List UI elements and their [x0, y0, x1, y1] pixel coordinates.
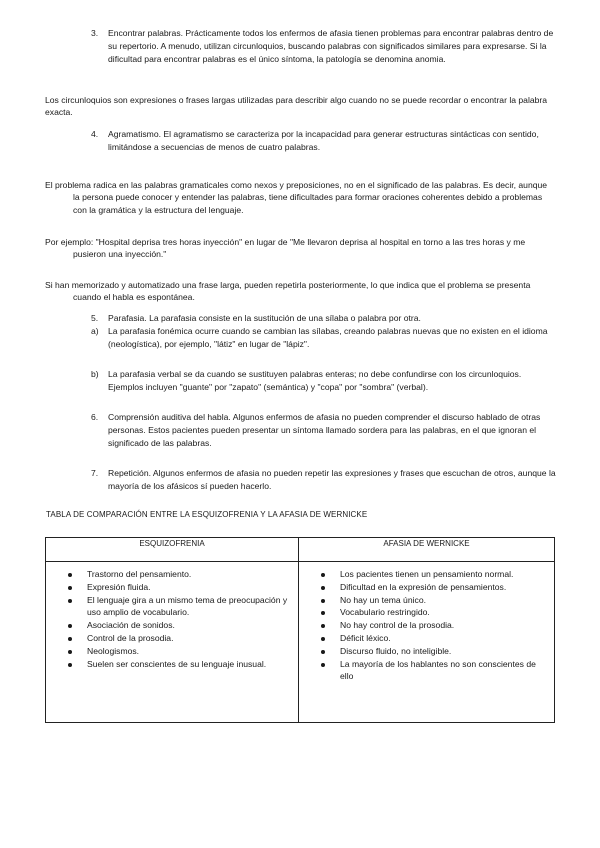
sub-item-a [91, 325, 557, 351]
cell-afasia-wernicke [299, 562, 555, 723]
item-letter: b) [91, 369, 99, 379]
header-esquizofrenia: ESQUIZOFRENIA [46, 538, 299, 562]
table-row [46, 562, 555, 723]
list-item: No hay un tema único. [321, 594, 546, 607]
list-item: Dificultad en la expresión de pensamientos. [321, 581, 546, 594]
list-item: Neologismos. [68, 645, 290, 658]
item-text: Agramatismo. El agramatismo se caracteriza por la incapacidad para generar estructuras sintácticas con sentido, limitándose a secuencias de menos de cuatro palabras. [108, 129, 539, 152]
list-item-comprension [91, 411, 557, 449]
item-text: Encontrar palabras. Prácticamente todos los enfermos de afasia tienen problemas para encontrar palabras dentro de su repertorio. A menudo, utilizan circunloquios, buscando palabras con significados similares para expresarse. Si la dificultad para encontrar palabras es el único síntoma, la patología se denomina anomia. [108, 28, 554, 64]
bullet-list-esquizofrenia [46, 568, 298, 670]
list-item: No hay control de la prosodia. [321, 619, 546, 632]
list-item: Expresión fluida. [68, 581, 290, 594]
item-text: Parafasia. La parafasia consiste en la sustitución de una sílaba o palabra por otra. [108, 313, 421, 323]
list-item: El lenguaje gira a un mismo tema de preocupación y uso amplio de vocabulario. [68, 594, 290, 620]
bullet-list-afasia [299, 568, 554, 683]
list-item: Discurso fluido, no inteligible. [321, 645, 546, 658]
list-item: Control de la prosodia. [68, 632, 290, 645]
table-header-row [46, 538, 555, 562]
item-text: Comprensión auditiva del habla. Algunos enfermos de afasia no pueden comprender el discurso hablado de otras personas. Estos pacientes pueden presentar un síntoma llamado sordera para las palabras, en el que ignoran el significado de las palabras. [108, 412, 541, 448]
sub-item-b [91, 368, 557, 394]
list-item: Asociación de sonidos. [68, 619, 290, 632]
list-item-parafasia [91, 312, 557, 325]
paragraph-circunloquios: Los circunloquios son expresiones o frases largas utilizadas para describir algo cuando no se puede recordar o encontrar la palabra exacta. [45, 94, 548, 118]
paragraph-problema: El problema radica en las palabras gramaticales como nexos y preposiciones, no en el significado de las palabras. Es decir, aunque la persona puede conocer y entender las palabras, tiene dificultades para formar oraciones coherentes debido a problemas con la gramática y la estructura del lenguaje. [45, 179, 548, 216]
list-item: Déficit léxico. [321, 632, 546, 645]
list-item: Vocabulario restringido. [321, 606, 546, 619]
item-text: La parafasia verbal se da cuando se sustituyen palabras enteras; no debe confundirse con los circunloquios. Ejemplos incluyen "guante" por "zapato" (semántica) y "copa" por "sombra" (verbal). [108, 369, 522, 392]
header-afasia-wernicke: AFASIA DE WERNICKE [299, 538, 555, 562]
comparison-table [45, 537, 555, 723]
item-text: La parafasia fonémica ocurre cuando se cambian las sílabas, creando palabras nuevas que no existen en el idioma (neologística), por ejemplo, "látiz" en lugar de "lápiz". [108, 326, 548, 349]
list-item-repeticion [91, 467, 557, 493]
list-item: La mayoría de los hablantes no son conscientes de ello [321, 658, 546, 684]
cell-esquizofrenia [46, 562, 299, 723]
item-letter: a) [91, 326, 99, 336]
list-item-agramatismo [91, 128, 557, 154]
item-number: 7. [91, 468, 99, 478]
item-number: 6. [91, 412, 99, 422]
paragraph-ejemplo: Por ejemplo: "Hospital deprisa tres horas inyección" en lugar de "Me llevaron deprisa al hospital en torno a las tres horas y me pusieron una inyección." [45, 236, 526, 260]
list-item-encontrar-palabras [91, 27, 557, 65]
item-number: 5. [91, 313, 99, 323]
item-number: 4. [91, 129, 99, 139]
item-number: 3. [91, 28, 99, 38]
item-text: Repetición. Algunos enfermos de afasia no pueden repetir las expresiones y frases que escuchan de otros, aunque la mayoría de los afásicos sí pueden hacerlo. [108, 468, 556, 491]
paragraph-memorizado: Si han memorizado y automatizado una frase larga, pueden repetirla posteriormente, lo que indica que el problema se presenta cuando el habla es espontánea. [45, 279, 531, 303]
list-item: Trastorno del pensamiento. [68, 568, 290, 581]
list-item: Los pacientes tienen un pensamiento normal. [321, 568, 546, 581]
list-item: Suelen ser conscientes de su lenguaje inusual. [68, 658, 290, 671]
table-title: TABLA DE COMPARACIÓN ENTRE LA ESQUIZOFRENIA Y LA AFASIA DE WERNICKE [46, 510, 368, 519]
